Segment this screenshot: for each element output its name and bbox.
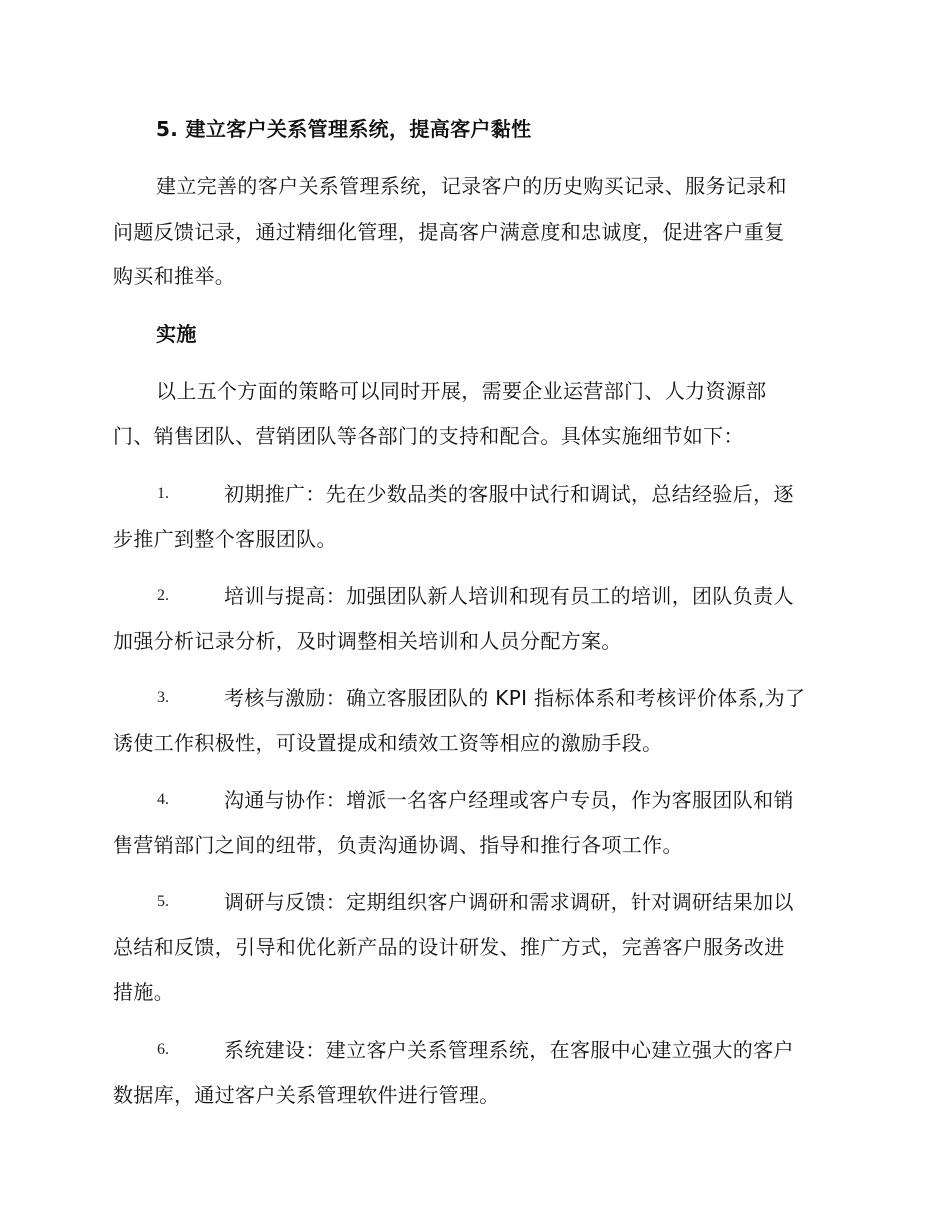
paragraph-line: 问题反馈记录，通过精细化管理，提高客户满意度和忠诚度，促进客户重复 <box>113 220 785 244</box>
paragraph-line: 购买和推举。 <box>113 264 236 288</box>
section-heading: 5. 建立客户关系管理系统，提高客户黏性 <box>156 117 532 141</box>
list-item-text: 培训与提高：加强团队新人培训和现有员工的培训，团队负责人 <box>224 584 794 608</box>
list-number: 6. <box>157 1041 169 1058</box>
list-item-text: 系统建设：建立客户关系管理系统，在客服中心建立强大的客户 <box>224 1038 794 1062</box>
implementation-heading: 实施 <box>156 322 197 346</box>
paragraph-line: 以上五个方面的策略可以同时开展，需要企业运营部门、人力资源部 <box>156 379 767 403</box>
list-item-text: 数据库，通过客户关系管理软件进行管理。 <box>113 1083 500 1107</box>
list-item-text: 加强分析记录分析，及时调整相关培训和人员分配方案。 <box>113 629 622 653</box>
list-item-text: 初期推广：先在少数品类的客服中试行和调试，总结经验后，逐 <box>224 482 794 506</box>
list-number: 4. <box>157 791 169 808</box>
list-number: 5. <box>157 893 169 910</box>
paragraph-line: 建立完善的客户关系管理系统，记录客户的历史购买记录、服务记录和 <box>156 174 787 198</box>
list-item-text: 诱使工作积极性，可设置提成和绩效工资等相应的激励手段。 <box>113 731 663 755</box>
list-item-text: 沟通与协作：增派一名客户经理或客户专员，作为客服团队和销 <box>224 788 794 812</box>
paragraph-line: 门、销售团队、营销团队等各部门的支持和配合。具体实施细节如下： <box>113 424 744 448</box>
list-item-text: 步推广到整个客服团队。 <box>113 527 337 551</box>
list-item-text: 总结和反馈，引导和优化新产品的设计研发、推广方式，完善客户服务改进 <box>113 935 785 959</box>
list-number: 1. <box>157 485 169 502</box>
list-item-text: 措施。 <box>113 980 175 1004</box>
list-number: 3. <box>157 689 169 706</box>
list-number: 2. <box>157 587 169 604</box>
list-item-text: 考核与激励：确立客服团队的 KPI 指标体系和考核评价体系,为了 <box>224 686 806 710</box>
list-item-text: 售营销部门之间的纽带，负责沟通协调、指导和推行各项工作。 <box>113 833 683 857</box>
list-item-text: 调研与反馈：定期组织客户调研和需求调研，针对调研结果加以 <box>224 890 794 914</box>
